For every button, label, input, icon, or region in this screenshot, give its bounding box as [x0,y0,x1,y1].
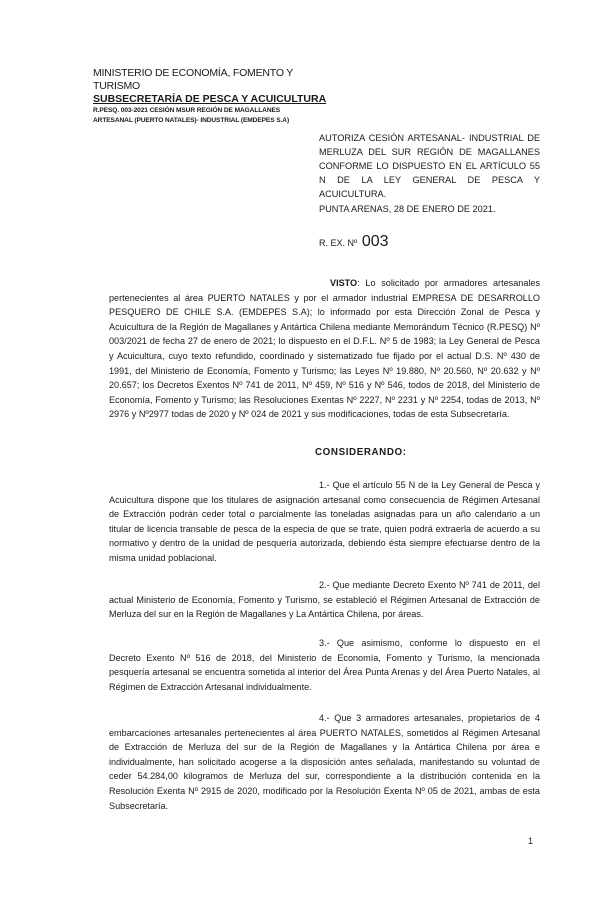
reference-line-2: ARTESANAL (PUERTO NATALES)- INDUSTRIAL (EMDEPES S.A) [93,117,290,124]
considerando-3 [109,636,540,694]
considerando-1-text: 1.- Que el artículo 55 N de la Ley General de Pesca y Acuicultura dispone que los titulares de asignación artesanal como consecuencia de Régimen Artesanal de Extracción podrán ceder total o parcialmente las toneladas asignadas para un año calendario a un titular de licencia transable de pesca de la especia de que se trate, quien podrá extraerla de acuerdo a su normativo y dentro de la unidad de pesquería autorizada, debiendo ésta siempre efectuarse dentro de la misma unidad poblacional. [109,480,540,563]
resolution-number-value: 003 [361,233,389,250]
reference-line-1: R.PESQ. 003-2021 CESIÓN MSUR REGIÓN DE MAGALLANES [93,107,281,114]
letterhead [93,67,333,126]
undersecretariat-name: SUBSECRETARÍA DE PESCA Y ACUICULTURA [93,93,327,105]
considerando-2 [109,578,540,622]
resolution-subject: AUTORIZA CESIÓN ARTESANAL- INDUSTRIAL DE MERLUZA DEL SUR REGIÓN DE MAGALLANES CONFORME LO DISPUESTO EN EL ARTÍCULO 55 N DE LA LEY GENERAL DE PESCA Y ACUICULTURA. [319,133,540,199]
considerando-heading: CONSIDERANDO: [315,447,407,458]
considerando-2-text: 2.- Que mediante Decreto Exento Nº 741 de 2011, del actual Ministerio de Economía, Fomento y Turismo, se estableció el Régimen Artesanal de Extracción de Merluza del sur en la Región de Magallanes y La Antártica Chilena, por áreas. [109,580,540,620]
considerando-4 [109,711,540,813]
considerando-4-text: 4.- Que 3 armadores artesanales, propietarios de 4 embarcaciones artesanales pertenecientes al área PUERTO NATALES, sometidos al Régimen Artesanal de Extracción de Merluza del sur de la Región de Magallanes y la Antártica Chilena por área e individualmente, han solicitado acogerse a la disposición antes señalada, manifestando su voluntad de ceder 54.284,00 kilogramos de Merluza del sur, correspondiente a la distribución contenida en la Resolución Exenta Nº 2915 de 2020, modificado por la Resolución Exenta Nº 05 de 2021, ambas de esta Subsecretaría. [109,713,540,811]
considerando-3-text: 3.- Que asimismo, conforme lo dispuesto en el Decreto Exento Nº 516 de 2018, del Ministerio de Economía, Fomento y Turismo, la mencionada pesquería artesanal se encuentra sometida al interior del Área Punta Arenas y del Área Puerto Natales, al Régimen de Extracción Artesanal individualmente. [109,638,540,692]
place-and-date: PUNTA ARENAS, 28 DE ENERO DE 2021. [319,204,496,214]
visto-paragraph [109,276,540,422]
visto-text: : Lo solicitado por armadores artesanales pertenecientes al área PUERTO NATALES y por el armador industrial EMPRESA DE DESARROLLO PESQUERO DE CHILE S.A. (EMDEPES S.A); lo informado por esta Dirección Zonal de Pesca y Acuicultura de la Región de Magallanes y Antártica Chilena mediante Memorándum Técnico (R.PESQ) Nº 003/2021 de fecha 27 de enero de 2021; lo dispuesto en el D.F.L. Nº 5 de 1983; la Ley General de Pesca y Acuicultura, cuyo texto refundido, coordinado y sistematizado fue fijado por el actual D.S. Nº 430 de 1991, del Ministerio de Economía, Fomento y Turismo; las Leyes Nº 19.880, Nº 20.560, Nº 20.632 y Nº 20.657; los Decretos Exentos Nº 741 de 2011, Nº 459, Nº 516 y Nº 546, todos de 2018, del Ministerio de Economía, Fomento y Turismo; las Resoluciones Exentas Nº 2227, Nº 2231 y Nº 2254, todas de 2013, Nº 2976 y Nº2977 todas de 2020 y Nº 024 de 2021 y sus modificaciones, todas de esta Subsecretaría. [109,278,540,420]
visto-label: VISTO [330,278,358,288]
considerando-1 [109,478,540,566]
resolution-label: R. EX. Nº [319,238,358,248]
ministry-name: MINISTERIO DE ECONOMÍA, FOMENTO Y TURISMO [93,67,293,92]
page-number: 1 [528,836,534,846]
resolution-number [319,233,389,251]
